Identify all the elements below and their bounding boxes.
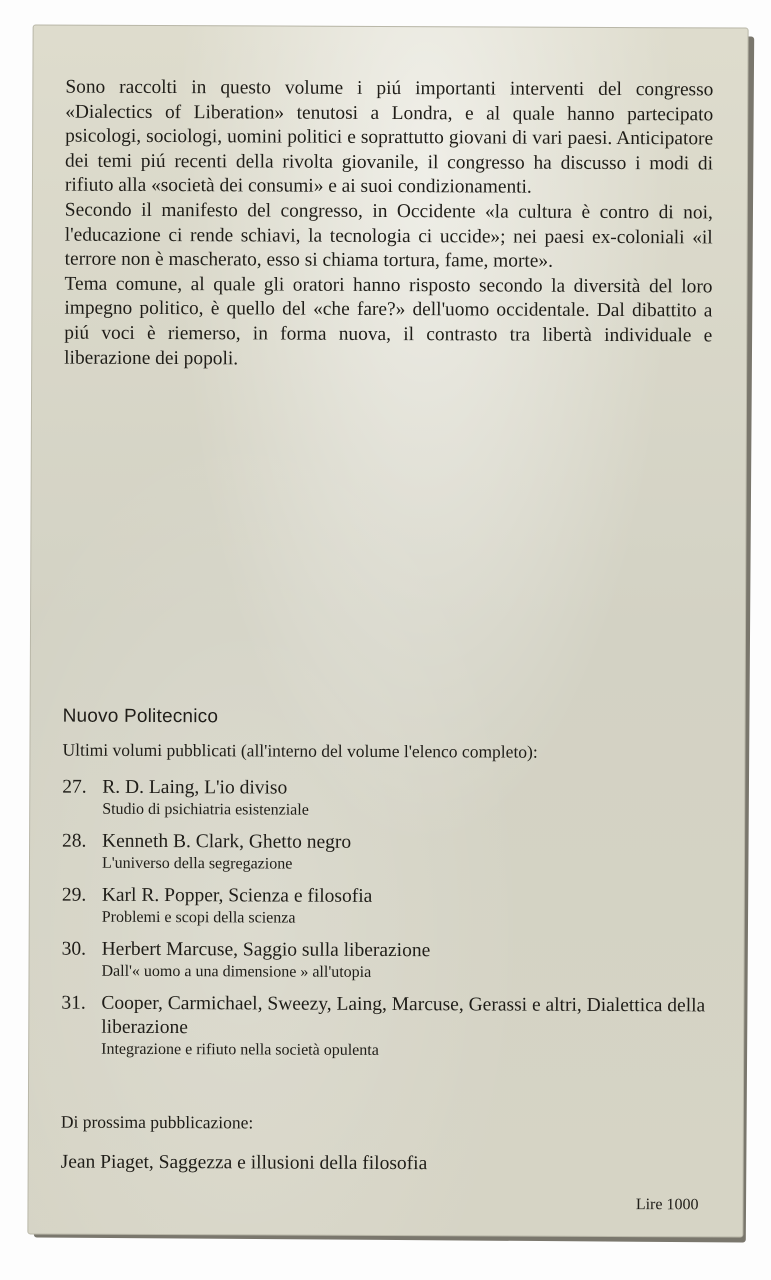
price-label: Lire 1000 bbox=[635, 1196, 699, 1214]
upcoming-title: Jean Piaget, Saggezza e illusioni della filosofia bbox=[60, 1151, 428, 1175]
volume-number: 29. bbox=[61, 884, 87, 906]
volume-item bbox=[61, 992, 711, 1063]
volume-number: 31. bbox=[61, 992, 86, 1014]
volume-subtitle: Dall'« uomo a una dimensione » all'utopia bbox=[101, 962, 372, 981]
volume-list bbox=[61, 776, 712, 1073]
upcoming-label: Di prossima pubblicazione: bbox=[60, 1111, 254, 1133]
volume-item bbox=[62, 776, 712, 823]
blurb-paragraph: Sono raccolti in questo volume i piú importanti interventi del congresso «Dialectics of Liberation» tenutosi a Londra, e al quale hanno partecipato psicologi, sociologi, uomini politici e soprattutto giovani di vari paesi. Anticipatore dei temi piú recenti della rivolta giovanile, il congresso ha discusso i modi di rifiuto alla «società dei consumi» e ai suoi condizionamenti. bbox=[64, 76, 714, 198]
volume-item bbox=[62, 884, 712, 931]
volume-subtitle: L'universo della segregazione bbox=[101, 854, 293, 873]
series-subtitle: Ultimi volumi pubblicati (all'interno del volume l'elenco completo): bbox=[62, 739, 538, 762]
blurb-paragraph: Secondo il manifesto del congresso, in Occidente «la cultura è contro di noi, l'educazione ci rende schiavi, la tecnologia ci uccide»; nei paesi ex-coloniali «il terrore non è mascherato, esso si chiama tortura, fame, morte». bbox=[64, 199, 713, 272]
volume-subtitle: Problemi e scopi della scienza bbox=[101, 908, 296, 927]
volume-title: Kenneth B. Clark, Ghetto negro bbox=[102, 830, 352, 853]
book-back-cover bbox=[27, 24, 748, 1237]
series-title: Nuovo Politecnico bbox=[62, 705, 219, 728]
volume-number: 27. bbox=[62, 776, 87, 798]
volume-number: 30. bbox=[61, 938, 87, 960]
blurb-paragraph: Tema comune, al quale gli oratori hanno risposto secondo la diversità del loro impegno politico, è quello del «che fare?» dell'uomo occidentale. Dal dibattito a piú voci è riemerso, in forma nuova, il contrasto tra libertà individuale e liberazione dei popoli. bbox=[64, 273, 713, 369]
blurb-text bbox=[64, 76, 713, 374]
volume-title: R. D. Laing, L'io diviso bbox=[102, 776, 288, 799]
volume-number: 28. bbox=[62, 830, 87, 852]
volume-item bbox=[62, 830, 712, 877]
volume-subtitle: Integrazione e rifiuto nella società opulenta bbox=[101, 1040, 379, 1059]
volume-title: Cooper, Carmichael, Sweezy, Laing, Marcuse, Gerassi e altri, Dialettica della liberazione bbox=[101, 992, 706, 1039]
volume-subtitle: Studio di psichiatria esistenziale bbox=[102, 800, 309, 819]
volume-title: Karl R. Popper, Scienza e filosofia bbox=[101, 884, 373, 907]
volume-item bbox=[61, 938, 711, 985]
volume-title: Herbert Marcuse, Saggio sulla liberazione bbox=[101, 938, 431, 962]
